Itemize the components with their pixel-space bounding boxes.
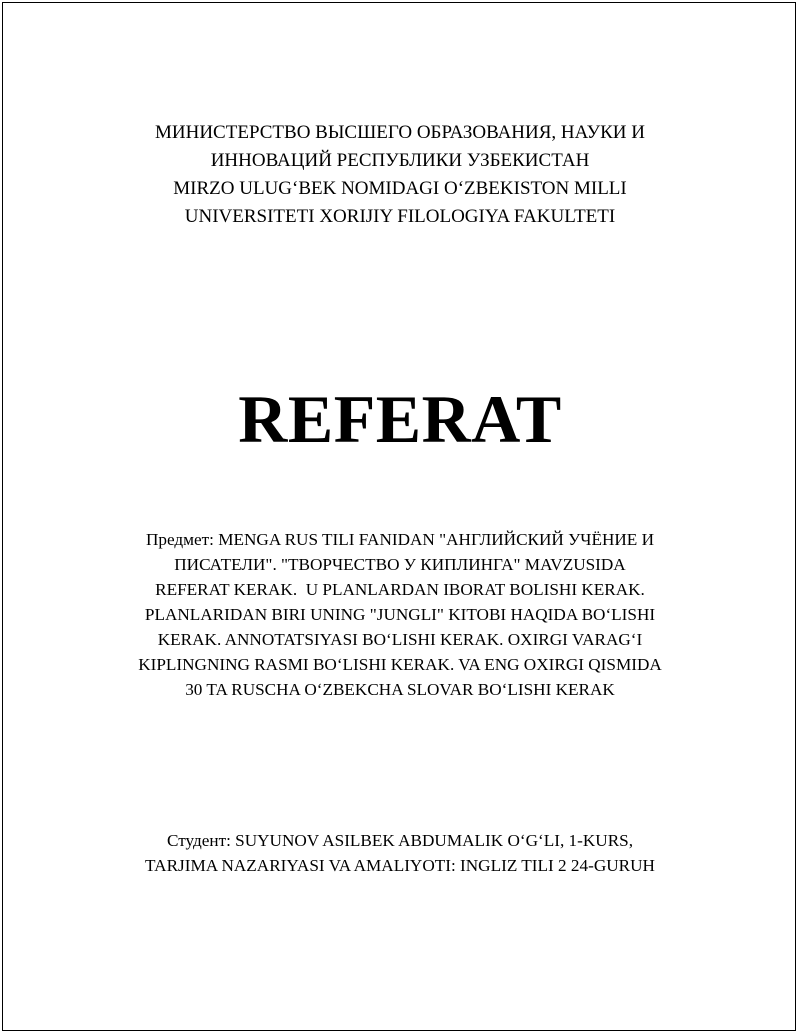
subject-line: KERAK. ANNOTATSIYASI BO‘LISHI KERAK. OXIRGI VARAG‘I	[157, 630, 643, 649]
header-line: ИННОВАЦИЙ РЕСПУБЛИКИ УЗБЕКИСТАН	[210, 150, 590, 171]
header-line: МИНИСТЕРСТВО ВЫСШЕГО ОБРАЗОВАНИЯ, НАУКИ И	[155, 122, 645, 143]
subject-line: PLANLARIDAN BIRI UNING "JUNGLI" KITOBI HAQIDA BO‘LISHI	[144, 605, 656, 624]
subject-line: KIPLINGNING RASMI BO‘LISHI KERAK. VA ENG OXIRGI QISMIDA	[138, 655, 662, 674]
subject-line: 30 TA RUSCHA O‘ZBEKCHA SLOVAR BO‘LISHI KERAK	[185, 680, 615, 699]
document-title: REFERAT	[238, 381, 562, 457]
subject-line: ПИСАТЕЛИ". "ТВОРЧЕСТВО У КИПЛИНГА" MAVZUSIDA	[174, 555, 626, 574]
student-line: Студент: SUYUNOV ASILBEK ABDUMALIK O‘G‘LI, 1-KURS,	[166, 831, 634, 850]
student-info	[0, 828, 800, 878]
ministry-header	[0, 119, 800, 231]
header-line: UNIVERSITETI XORIJIY FILOLOGIYA FAKULTETI	[184, 206, 616, 227]
subject-line: Предмет: MENGA RUS TILI FANIDAN "АНГЛИЙСКИЙ УЧЁНИЕ И	[145, 530, 655, 549]
header-line: MIRZO ULUG‘BEK NOMIDAGI O‘ZBEKISTON MILLI	[173, 178, 627, 199]
subject-line: REFERAT KERAK. U PLANLARDAN IBORAT BOLISHI KERAK.	[155, 580, 645, 599]
subject-description	[0, 527, 800, 702]
student-line: TARJIMA NAZARIYASI VA AMALIYOTI: INGLIZ TILI 2 24-GURUH	[145, 856, 655, 875]
